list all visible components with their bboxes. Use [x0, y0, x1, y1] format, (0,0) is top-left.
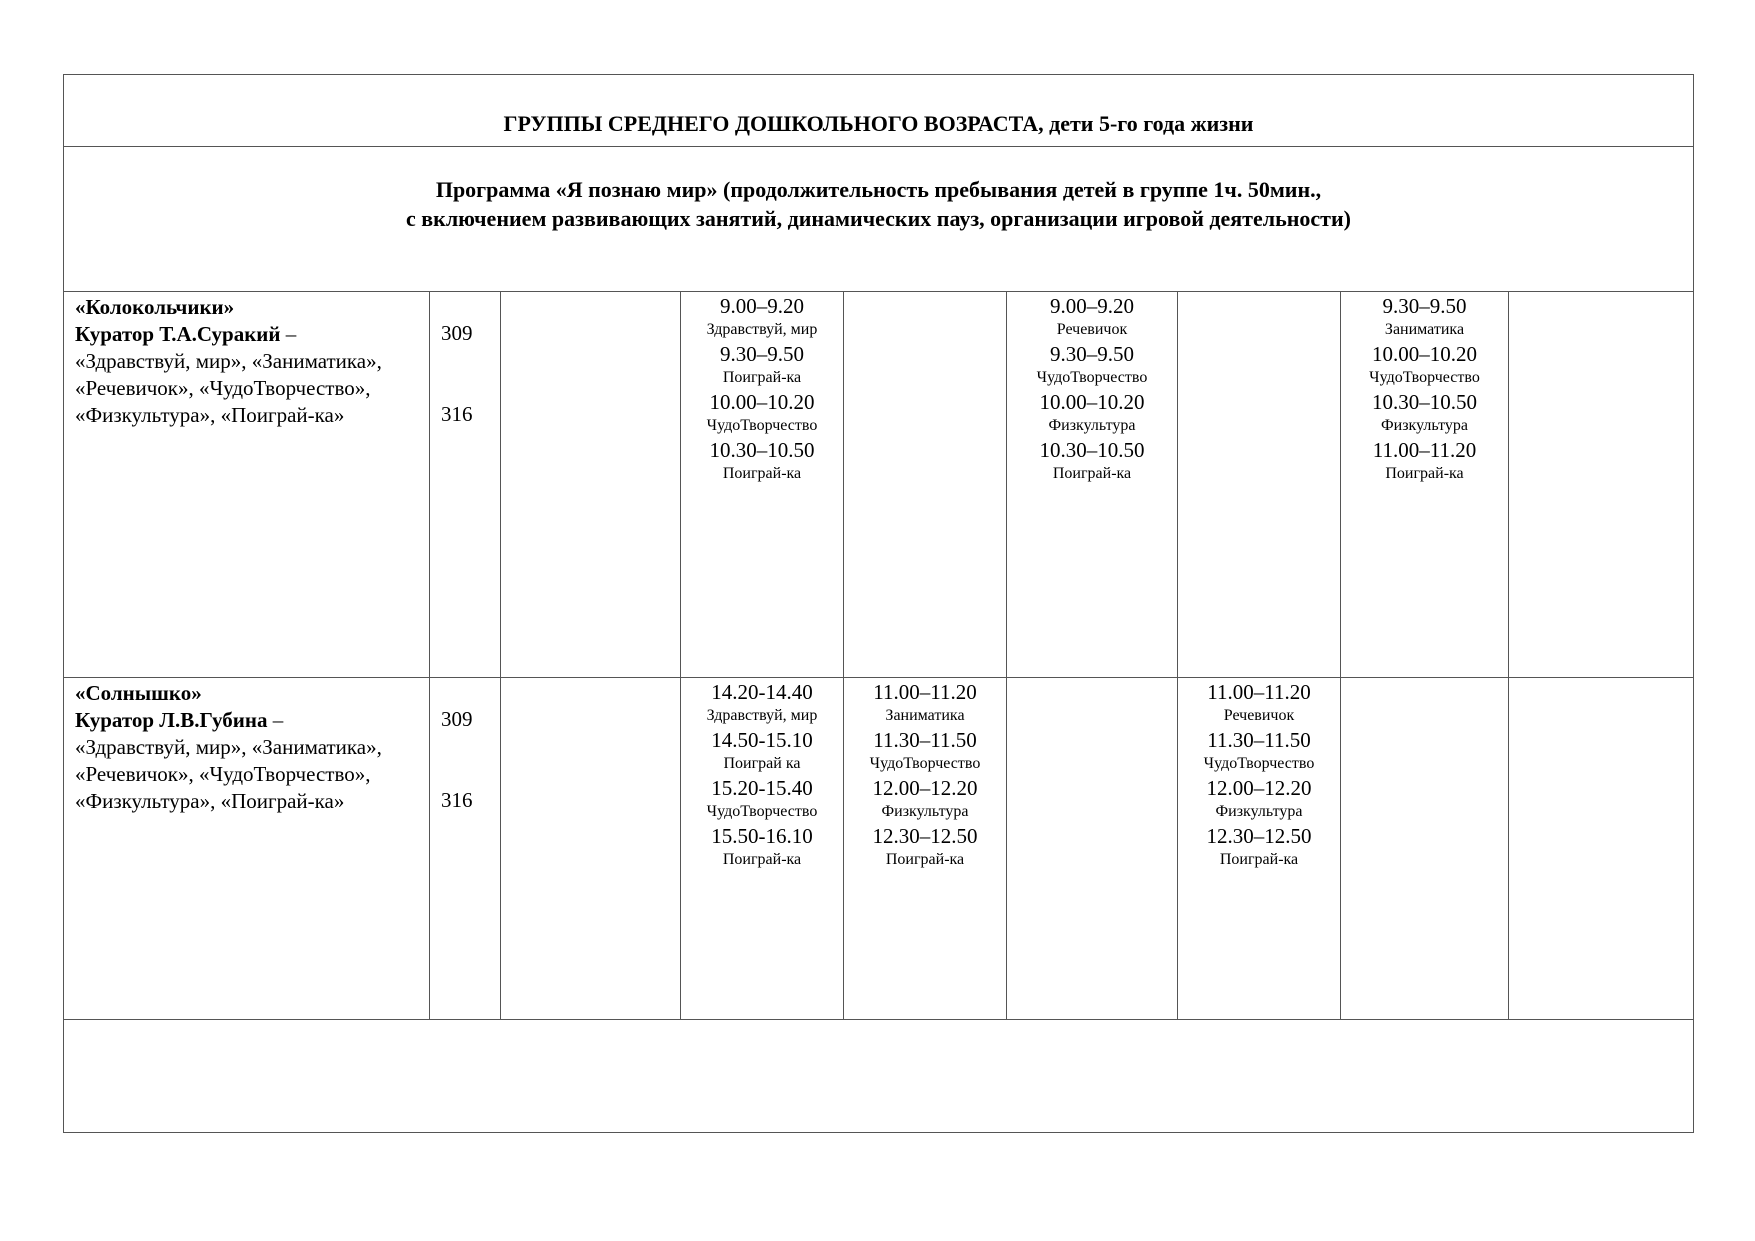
session-activity: ЧудоТворчество [1203, 755, 1315, 772]
session-time: 10.30–10.50 [1372, 390, 1477, 414]
day-schedule-cell [681, 678, 844, 1019]
session-activity: Физкультура [1048, 417, 1136, 434]
session-time: 10.00–10.20 [1039, 390, 1145, 414]
day-schedule-cell [1178, 292, 1341, 677]
session-activity: Поиграй-ка [722, 465, 802, 482]
program-list-line: «Физкультура», «Поиграй-ка» [75, 403, 345, 427]
room-cell [430, 292, 501, 677]
room-number: 316 [441, 402, 473, 426]
session-activity: Поиграй ка [723, 755, 801, 772]
day-schedule-cell [1007, 678, 1178, 1019]
room-cell [430, 678, 501, 1019]
curator-dash: – [267, 708, 284, 732]
session-time: 9.30–9.50 [1050, 342, 1134, 366]
day-schedule-cell [1341, 678, 1509, 1019]
group-row [64, 678, 1693, 1020]
group-curator-line [75, 321, 429, 348]
day-schedule-cell [1509, 292, 1695, 677]
session-activity: ЧудоТворчество [706, 803, 818, 820]
session-activity: ЧудоТворчество [869, 755, 981, 772]
title-row [64, 75, 1693, 147]
session-time: 15.20-15.40 [711, 776, 813, 800]
room-number: 316 [441, 788, 473, 812]
table-title: ГРУППЫ СРЕДНЕГО ДОШКОЛЬНОГО ВОЗРАСТА, дети 5-го года жизни [503, 111, 1254, 136]
program-description-line-1: Программа «Я познаю мир» (продолжительность пребывания детей в группе 1ч. 50мин., [435, 177, 1322, 202]
day-schedule-cell [1341, 292, 1509, 677]
program-list-line: «Речевичок», «ЧудоТворчество», [75, 376, 371, 400]
session-activity: Поиграй-ка [1385, 465, 1464, 482]
session-time: 12.30–12.50 [1206, 824, 1312, 848]
session-time: 10.00–10.20 [709, 390, 815, 414]
session-time: 11.30–11.50 [873, 728, 977, 752]
session-time: 9.30–9.50 [720, 342, 804, 366]
session-activity: Физкультура [1381, 417, 1468, 434]
session-activity: Речевичок [1223, 707, 1295, 724]
session-activity: Физкультура [1215, 803, 1303, 820]
session-activity: Поиграй-ка [1052, 465, 1132, 482]
session-activity: Поиграй-ка [1219, 851, 1299, 868]
session-time: 10.30–10.50 [1039, 438, 1145, 462]
session-time: 11.30–11.50 [1207, 728, 1311, 752]
session-activity: Здравствуй, мир [706, 707, 818, 724]
session-time: 14.50-15.10 [711, 728, 813, 752]
session-time: 12.30–12.50 [872, 824, 978, 848]
program-list-line: «Физкультура», «Поиграй-ка» [75, 789, 345, 813]
program-list-line: «Здравствуй, мир», «Заниматика», [75, 349, 382, 373]
schedule-table [63, 74, 1694, 1133]
group-curator: Куратор Т.А.Суракий [75, 322, 281, 346]
program-description [64, 175, 1693, 233]
program-list-line: «Речевичок», «ЧудоТворчество», [75, 762, 371, 786]
session-time: 15.50-16.10 [711, 824, 813, 848]
session-activity: Поиграй-ка [722, 369, 802, 386]
program-list-line: «Здравствуй, мир», «Заниматика», [75, 735, 382, 759]
session-activity: ЧудоТворчество [1369, 369, 1480, 386]
session-time: 9.00–9.20 [720, 294, 804, 318]
session-time: 9.30–9.50 [1382, 294, 1467, 318]
group-curator-line [75, 707, 429, 734]
session-activity: Поиграй-ка [885, 851, 965, 868]
group-curator: Куратор Л.В.Губина [75, 708, 268, 732]
day-schedule-cell [844, 678, 1007, 1019]
session-activity: Заниматика [885, 707, 965, 724]
day-schedule-cell [1509, 678, 1695, 1019]
session-time: 10.00–10.20 [1372, 342, 1477, 366]
day-schedule-cell [1178, 678, 1341, 1019]
session-activity: Поиграй-ка [722, 851, 802, 868]
program-description-line-2: с включением развивающих занятий, динамических пауз, организации игровой деятельности) [406, 206, 1351, 231]
session-time: 10.30–10.50 [709, 438, 815, 462]
room-number: 309 [441, 321, 473, 345]
day-schedule-cell [681, 292, 844, 677]
session-time: 11.00–11.20 [1372, 438, 1477, 462]
session-activity: Здравствуй, мир [706, 321, 818, 338]
session-activity: Речевичок [1056, 321, 1128, 338]
group-info-cell [64, 292, 430, 677]
day-schedule-cell [501, 292, 681, 677]
curator-dash: – [280, 322, 297, 346]
day-schedule-cell [1007, 292, 1178, 677]
subtitle-row [64, 147, 1693, 292]
session-activity: Физкультура [881, 803, 969, 820]
session-activity: ЧудоТворчество [1036, 369, 1148, 386]
group-name: «Солнышко» [75, 681, 202, 705]
day-schedule-cell [844, 292, 1007, 677]
session-time: 12.00–12.20 [1206, 776, 1312, 800]
session-time: 11.00–11.20 [873, 680, 977, 704]
session-time: 12.00–12.20 [872, 776, 978, 800]
session-time: 11.00–11.20 [1207, 680, 1311, 704]
session-activity: Заниматика [1384, 321, 1465, 338]
group-info-cell [64, 678, 430, 1019]
group-name: «Колокольчики» [75, 295, 235, 319]
room-number: 309 [441, 707, 473, 731]
day-schedule-cell [501, 678, 681, 1019]
session-time: 9.00–9.20 [1050, 294, 1134, 318]
session-activity: ЧудоТворчество [706, 417, 818, 434]
session-time: 14.20-14.40 [711, 680, 813, 704]
group-row [64, 292, 1693, 678]
